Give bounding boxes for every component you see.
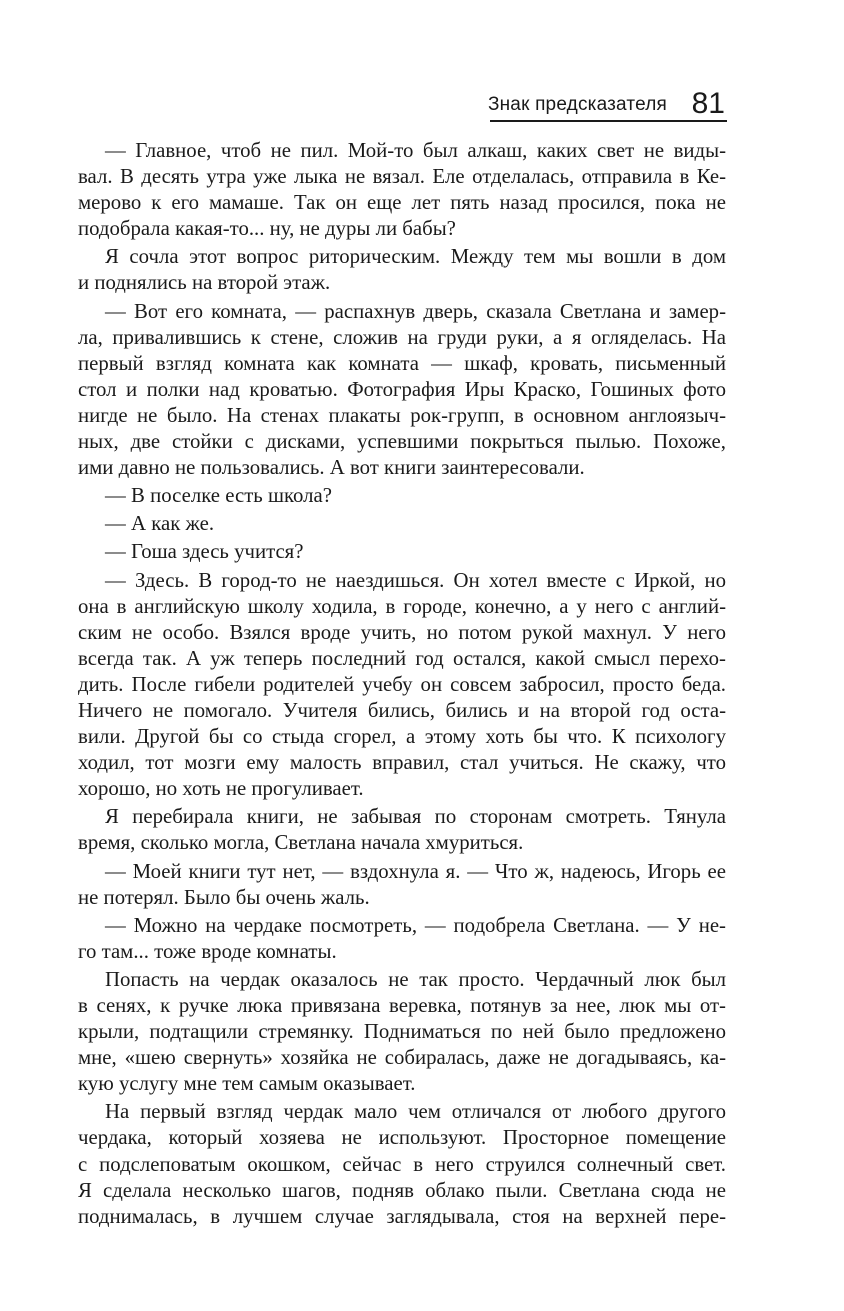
body-text bbox=[78, 138, 726, 1232]
paragraph bbox=[78, 804, 726, 856]
book-title: Знак предсказателя bbox=[487, 94, 667, 115]
text-line: стол и полки над кроватью. Фотография Иры Краско, Гошиных фото bbox=[78, 377, 726, 401]
running-header bbox=[487, 86, 727, 122]
text-line: она в английскую школу ходила, в городе, конечно, а у него с англий- bbox=[78, 594, 726, 618]
text-line: кую услугу мне тем самым оказывает. bbox=[78, 1072, 416, 1096]
text-line: первый взгляд комната как комната — шкаф, кровать, письменный bbox=[78, 351, 726, 375]
text-line: Я сделала несколько шагов, подняв облако пыли. Светлана сюда не bbox=[78, 1178, 726, 1202]
text-line: — А как же. bbox=[105, 512, 215, 536]
paragraph bbox=[78, 1099, 726, 1229]
text-line: ных, две стойки с дисками, успевшими покрыться пылью. Похоже, bbox=[78, 430, 726, 454]
text-line: ским не особо. Взялся вроде учить, но потом рукой махнул. У него bbox=[78, 620, 726, 644]
text-line: — Вот его комната, — распахнув дверь, сказала Светлана и замер- bbox=[105, 299, 726, 323]
text-line: не потерял. Было бы очень жаль. bbox=[78, 885, 370, 909]
text-line: в сенях, к ручке люка привязана веревка, потянув за нее, люк мы от- bbox=[78, 994, 726, 1017]
paragraph bbox=[78, 859, 726, 911]
text-line: время, сколько могла, Светлана начала хмуриться. bbox=[78, 831, 524, 855]
text-line: ими давно не пользовались. А вот книги заинтересовали. bbox=[78, 456, 585, 480]
paragraph bbox=[78, 244, 726, 296]
text-line: и поднялись на второй этаж. bbox=[78, 271, 331, 295]
text-line: — Здесь. В город-то не наездишься. Он хотел вместе с Иркой, но bbox=[105, 568, 726, 592]
text-line: — Главное, чтоб не пил. Мой-то был алкаш, каких свет не виды- bbox=[105, 139, 726, 162]
text-line: Попасть на чердак оказалось не так просто. Чердачный люк был bbox=[105, 967, 726, 991]
text-line: мерово к его мамаше. Так он еще лет пять назад просился, пока не bbox=[78, 191, 726, 215]
text-line: Ничего не помогало. Учителя бились, бились и на второй год оста- bbox=[78, 698, 726, 722]
text-line: вили. Другой бы со стыда сгорел, а этому хоть бы что. К психологу bbox=[78, 725, 726, 749]
text-line: с подслеповатым окошком, сейчас в него струился солнечный свет. bbox=[78, 1152, 726, 1176]
text-line: Я перебирала книги, не забывая по сторонам смотреть. Тянула bbox=[105, 805, 726, 829]
paragraph bbox=[78, 539, 726, 565]
text-line: ла, привалившись к стене, сложив на груди руки, а я огляделась. На bbox=[78, 325, 726, 349]
text-line: крыли, подтащили стремянку. Подниматься по ней было предложено bbox=[78, 1020, 726, 1044]
text-line: дить. После гибели родителей учебу он совсем забросил, просто беда. bbox=[78, 672, 726, 696]
text-line: поднималась, в лучшем случае заглядывала, стоя на верхней пере- bbox=[78, 1204, 726, 1228]
text-line: подобрала какая-то... ну, не дуры ли бабы? bbox=[78, 217, 456, 241]
text-line: ходил, тот мозги ему малость вправил, стал учиться. Не скажу, что bbox=[78, 751, 726, 775]
text-line: вал. В десять утра уже лыка не вязал. Еле отделалась, отправила в Ке- bbox=[78, 165, 726, 189]
text-line: мне, «шею свернуть» хозяйка не собиралась, даже не догадываясь, ка- bbox=[78, 1046, 726, 1070]
paragraph bbox=[78, 511, 726, 537]
text-line: нигде не было. На стенах плакаты рок-групп, в основном англоязыч- bbox=[78, 403, 726, 427]
paragraph bbox=[78, 299, 726, 482]
text-line: — Моей книги тут нет, — вздохнула я. — Что ж, надеюсь, Игорь ее bbox=[105, 859, 726, 883]
paragraph bbox=[78, 568, 726, 803]
text-line: всегда так. А уж теперь последний год остался, какой смысл перехо- bbox=[78, 646, 726, 670]
page-number: 81 bbox=[691, 87, 725, 120]
paragraph bbox=[78, 483, 726, 509]
text-line: чердака, который хозяева не используют. Просторное помещение bbox=[78, 1126, 726, 1150]
text-line: На первый взгляд чердак мало чем отличался от любого другого bbox=[105, 1100, 726, 1124]
paragraph bbox=[78, 913, 726, 965]
text-line: го там... тоже вроде комнаты. bbox=[78, 939, 337, 963]
text-line: хорошо, но хоть не прогуливает. bbox=[78, 777, 364, 801]
paragraph bbox=[78, 967, 726, 1097]
text-line: — Гоша здесь учится? bbox=[105, 540, 304, 564]
text-line: Я сочла этот вопрос риторическим. Между тем мы вошли в дом bbox=[105, 245, 726, 269]
text-line: — Можно на чердаке посмотреть, — подобрела Светлана. — У не- bbox=[105, 913, 726, 937]
paragraph bbox=[78, 138, 726, 242]
text-line: — В поселке есть школа? bbox=[105, 484, 332, 508]
